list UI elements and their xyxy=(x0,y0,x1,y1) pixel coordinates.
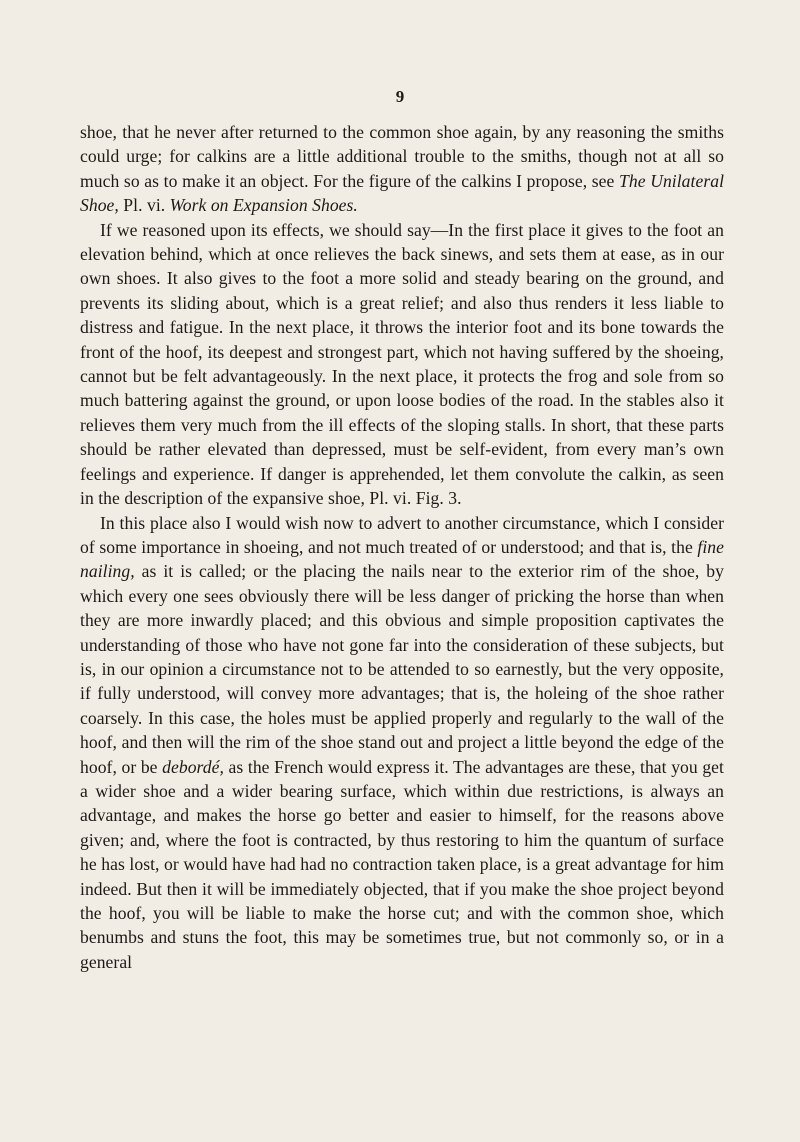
text-run: If we reasoned upon its effects, we should say—In the first place it gives to the foot an elevation behind, which at once relieves the back sinews, and sets them at ease, as in our own shoes. It also gives to the foot a more solid and steady bearing on the ground, and prevents its sliding about, which is a great relief; and also thus renders it less liable to distress and fatigue. In the next place, it throws the interior foot and its bone towards the front of the hoof, its deepest and strongest part, which not having suffered by the shoeing, cannot but be felt advantageously. In the next place, it protects the frog and sole from so much battering against the ground, or upon loose bodies of the road. In the stables also it relieves them very much from the ill effects of the sloping stalls. In short, that these parts should be rather elevated than depressed, must be self-evident, from every man’s own feelings and experience. If danger is apprehended, let them convolute the calkin, as seen in the description of the expansive shoe, Pl. vi. Fig. 3. xyxy=(80,219,724,509)
italic-text-run: Work on Expansion Shoes. xyxy=(169,195,358,216)
italic-text-run: The Unilateral Shoe, xyxy=(80,170,725,216)
paragraph xyxy=(80,511,724,975)
text-run: as it is called; or the placing the nails near to the exterior rim of the shoe, by which every one sees obviously there will be less danger of pricking the horse than when they are more inwardly placed; and this obvious and simple proposition captivates the understanding of those who have not gone far into the consideration of these subjects, but is, in our opinion a circumstance not to be attended to so earnestly, but the very opposite, if fully understood, will convey more advantages; that is, the holeing of the shoe rather coarsely. In this case, the holes must be applied properly and regularly to the wall of the hoof, and then will the rim of the shoe stand out and project a little beyond the edge of the hoof, or be xyxy=(80,561,724,777)
italic-text-run: debordé, xyxy=(162,756,224,777)
text-run: shoe, that he never after returned to the common shoe again, by any reasoning the smiths could urge; for calkins are a little additional trouble to the smiths, though not at all so much so as to make it an object. For the figure of the calkins I propose, see xyxy=(80,122,724,191)
page-number: 9 xyxy=(395,87,405,106)
text-run: Pl. vi. xyxy=(118,195,170,216)
italic-text-run: fine nailing, xyxy=(80,536,724,582)
text-run: as the French would express it. The advantages are these, that you get a wider shoe and a wider bearing surface, which within due restrictions, is always an advantage, and makes the horse go better and easier to himself, for the reasons above given; and, where the foot is contracted, by thus restoring to him the quantum of surface he has lost, or would have had had no contraction taken place, is a great advantage for him indeed. But then it will be immediately objected, that if you make the shoe project beyond the hoof, you will be liable to make the horse cut; and with the common shoe, which benumbs and stuns the foot, this may be sometimes true, but not commonly so, or in a general xyxy=(80,756,724,972)
paragraph xyxy=(80,120,724,218)
paragraph xyxy=(80,218,724,511)
body-text xyxy=(80,120,724,974)
text-run: In this place also I would wish now to advert to another circumstance, which I consider of some importance in shoeing, and not much treated of or understood; and that is, the xyxy=(80,512,724,557)
